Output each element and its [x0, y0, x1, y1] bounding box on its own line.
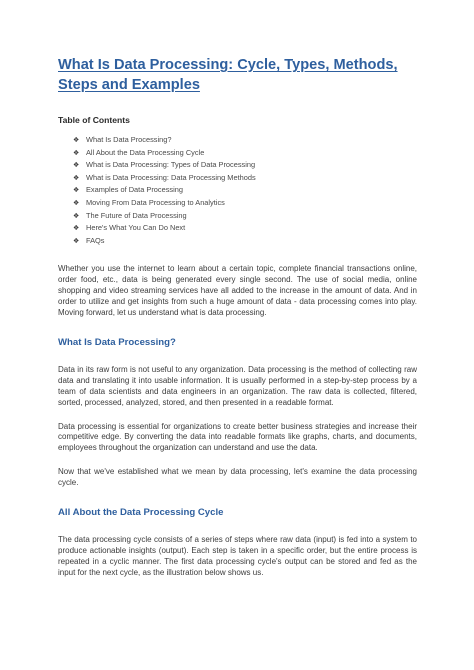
toc-item[interactable]: ❖ Here's What You Can Do Next — [73, 222, 417, 235]
diamond-bullet-icon: ❖ — [73, 225, 80, 233]
section1-paragraph: Data in its raw form is not useful to any organization. Data processing is the method of collecting raw data and translating it into usable information. It is usually performed in a step-by-step process by a team of data scientists and data engineers in an organization. The raw data is collected, filtered, sorted, processed, analyzed, stored, and then presented in a readable format. — [58, 364, 417, 407]
section1-paragraph: Data processing is essential for organizations to create better business strategies and increase their competitive edge. By converting the data into readable formats like graphs, charts, and documents, employees throughout the organization can understand and use the data. — [58, 421, 417, 453]
diamond-bullet-icon: ❖ — [73, 212, 80, 220]
diamond-bullet-icon: ❖ — [73, 149, 80, 157]
toc-item[interactable]: ❖ Moving From Data Processing to Analytics — [73, 197, 417, 210]
toc-heading: Table of Contents — [58, 115, 130, 125]
diamond-bullet-icon: ❖ — [73, 162, 80, 170]
section2-paragraph: The data processing cycle consists of a series of steps where raw data (input) is fed into a system to produce actionable insights (output). Each step is taken in a specific order, but the entire process is repeated in a cyclic manner. The first data processing cycle's output can be stored and fed as the input for the next cycle, as the illustration below shows us. — [58, 535, 417, 577]
section-heading-what-is-data-processing: What Is Data Processing? — [58, 336, 176, 348]
diamond-bullet-icon: ❖ — [73, 237, 80, 245]
diamond-bullet-icon: ❖ — [73, 137, 80, 144]
document-title: What Is Data Processing: Cycle, Types, Methods, Steps and Examples — [58, 57, 398, 93]
toc-item[interactable]: ❖ FAQs — [73, 235, 417, 248]
table-of-contents — [58, 134, 417, 247]
diamond-bullet-icon: ❖ — [73, 199, 80, 207]
section1-paragraph: Now that we've established what we mean by data processing, let's examine the data processing cycle. — [58, 467, 417, 488]
toc-item[interactable]: ❖ What is Data Processing: Types of Data Processing — [73, 159, 417, 172]
toc-item[interactable]: ❖ All About the Data Processing Cycle — [73, 147, 417, 160]
section-heading-data-processing-cycle: All About the Data Processing Cycle — [58, 507, 224, 519]
diamond-bullet-icon: ❖ — [73, 187, 80, 195]
intro-paragraph: Whether you use the internet to learn about a certain topic, complete financial transactions online, order food, etc., data is being generated every single second. The use of social media, online shopping and video streaming services have all added to the increase in the amount of data. And in order to utilize and get insights from such a huge amount of data - data processing comes into play. Moving forward, let us understand what is data processing. — [58, 264, 417, 317]
toc-item[interactable]: ❖ The Future of Data Processing — [73, 210, 417, 223]
toc-item[interactable]: ❖ What is Data Processing: Data Processing Methods — [73, 172, 417, 185]
diamond-bullet-icon: ❖ — [73, 174, 80, 182]
toc-item[interactable]: ❖ What Is Data Processing? — [73, 134, 417, 147]
toc-item[interactable]: ❖ Examples of Data Processing — [73, 184, 417, 197]
